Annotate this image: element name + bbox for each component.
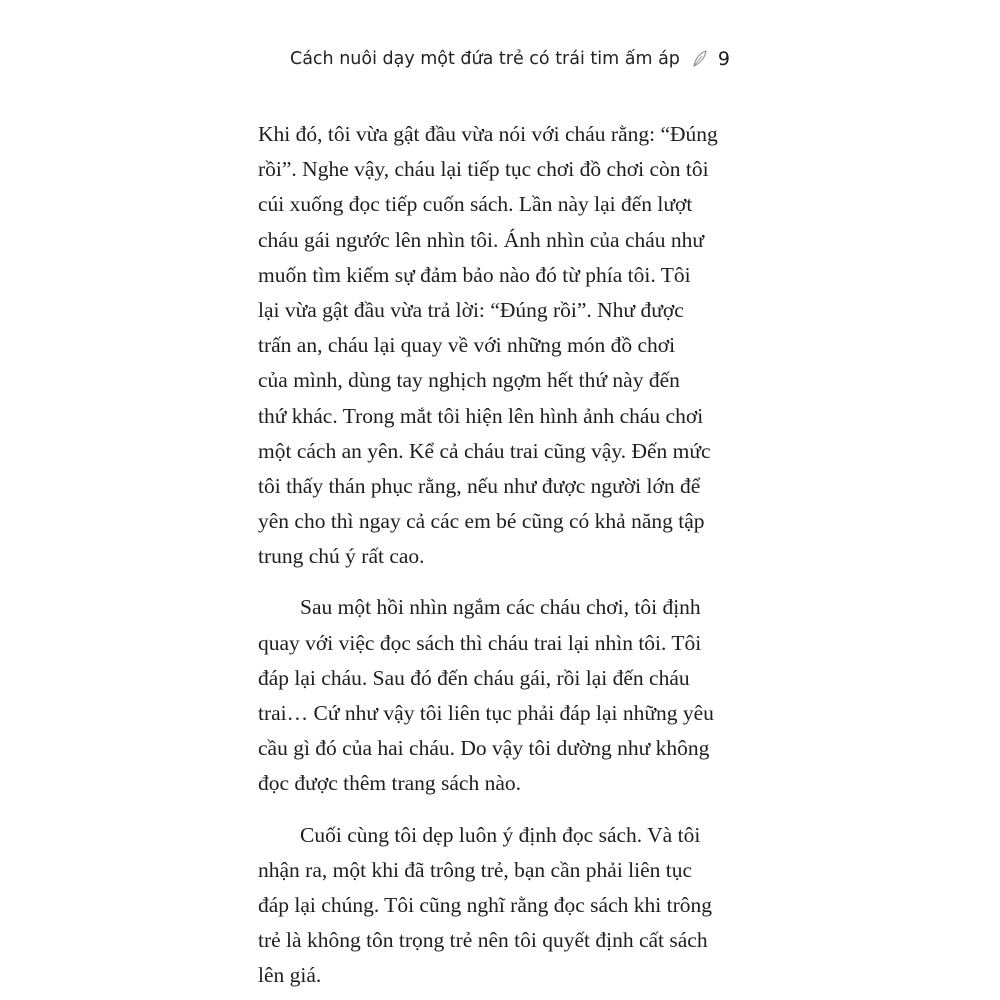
text-line: một cách an yên. Kể cả cháu trai cũng vậy. Đến mức	[258, 438, 711, 463]
text-line: muốn tìm kiếm sự đảm bảo nào đó từ phía tôi. Tôi	[258, 262, 691, 287]
text-line: cầu gì đó của hai cháu. Do vậy tôi dường như không	[258, 736, 710, 761]
text-line: Khi đó, tôi vừa gật đầu vừa nói với cháu rằng: “Đúng	[258, 122, 718, 146]
text-line: trấn an, cháu lại quay về với những món đồ chơi	[258, 333, 676, 358]
text-line: lên giá.	[258, 963, 322, 988]
text-line: quay với việc đọc sách thì cháu trai lại nhìn tôi. Tôi	[258, 630, 702, 655]
text-line: cháu gái ngước lên nhìn tôi. Ánh nhìn của cháu như	[258, 227, 705, 252]
text-line: của mình, dùng tay nghịch ngợm hết thứ này đến	[258, 368, 680, 393]
text-line: đáp lại cháu. Sau đó đến cháu gái, rồi lại đến cháu	[258, 665, 690, 690]
text-line: trẻ là không tôn trọng trẻ nên tôi quyết định cất sách	[258, 928, 708, 953]
text-line: rồi”. Nghe vậy, cháu lại tiếp tục chơi đồ chơi còn tôi	[258, 157, 709, 182]
text-line: đáp lại chúng. Tôi cũng nghĩ rằng đọc sách khi trông	[258, 892, 712, 917]
paragraph-1	[258, 117, 758, 574]
text-line: đọc được thêm trang sách nào.	[258, 771, 522, 796]
text-line: tôi thấy thán phục rằng, nếu như được người lớn để	[258, 473, 701, 498]
running-header	[290, 48, 730, 70]
text-line: trung chú ý rất cao.	[258, 544, 425, 569]
text-line: nhận ra, một khi đã trông trẻ, bạn cần phải liên tục	[258, 857, 693, 882]
text-line: thứ khác. Trong mắt tôi hiện lên hình ảnh cháu chơi	[258, 403, 704, 428]
body-text	[258, 117, 758, 1000]
text-line: Sau một hồi nhìn ngắm các cháu chơi, tôi định	[300, 595, 701, 620]
page-number: 9	[717, 48, 730, 70]
text-line: trai… Cứ như vậy tôi liên tục phải đáp lại những yêu	[258, 701, 714, 725]
text-line: yên cho thì ngay cả các em bé cũng có khả năng tập	[258, 509, 705, 534]
paragraph-3	[258, 818, 758, 994]
text-line: lại vừa gật đầu vừa trả lời: “Đúng rồi”. Như được	[258, 297, 684, 322]
text-line: cúi xuống đọc tiếp cuốn sách. Lần này lại đến lượt	[258, 192, 693, 217]
leaf-icon	[692, 50, 708, 68]
running-title: Cách nuôi dạy một đứa trẻ có trái tim ấm áp	[289, 49, 680, 69]
text-line: Cuối cùng tôi dẹp luôn ý định đọc sách. Và tôi	[300, 822, 701, 847]
paragraph-2	[258, 590, 758, 801]
